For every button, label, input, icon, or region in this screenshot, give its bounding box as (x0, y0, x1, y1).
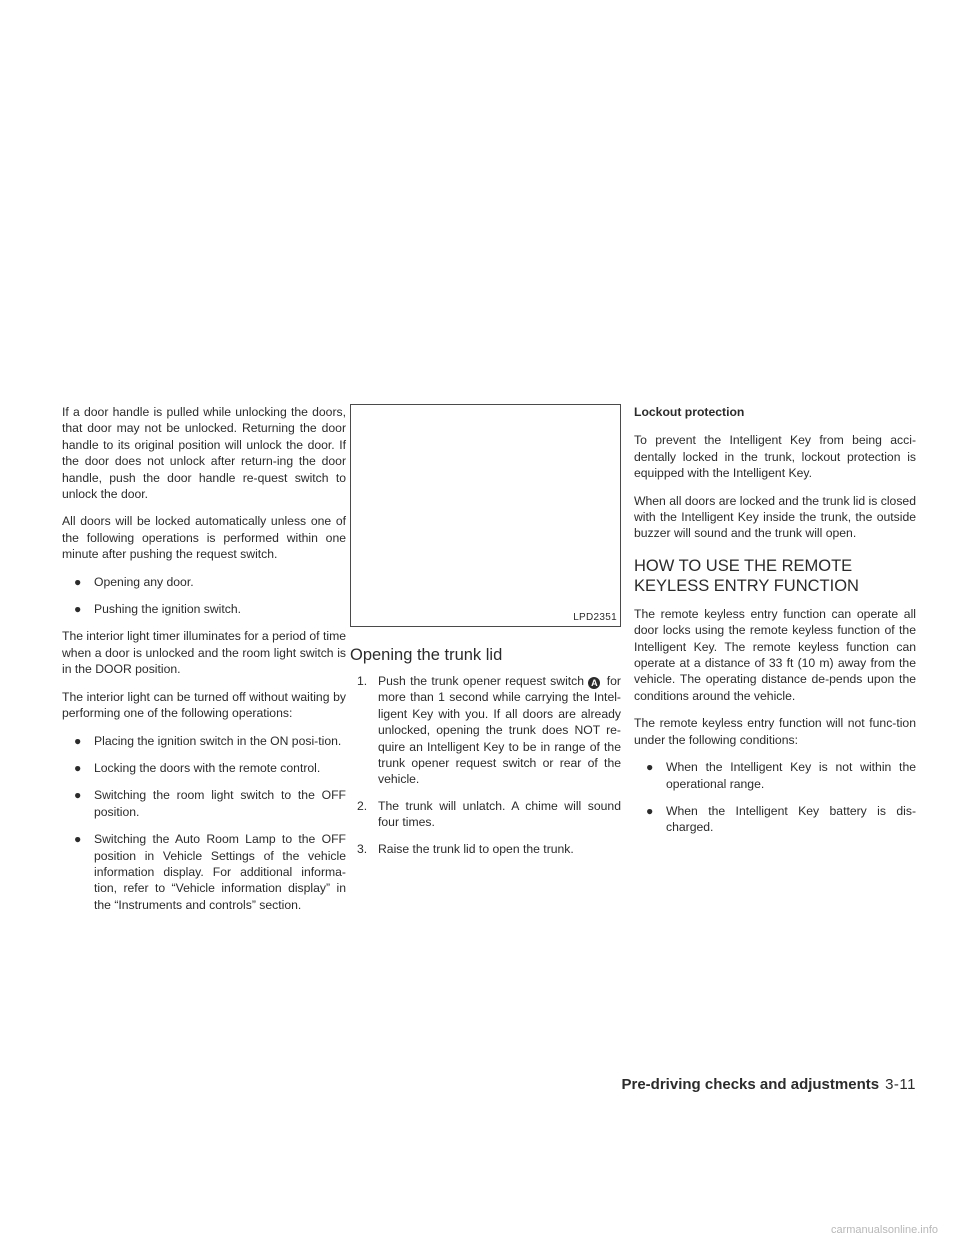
right-column (634, 404, 916, 847)
step-list (350, 673, 621, 857)
section-heading: HOW TO USE THE REMOTE KEYLESS ENTRY FUNCTION (634, 556, 859, 595)
page-number: 3-11 (885, 1076, 916, 1093)
bullet-icon: ● (646, 803, 654, 818)
left-column (62, 404, 346, 924)
lockout-heading: Lockout protection (634, 405, 745, 419)
paragraph: The remote keyless entry function will not func-tion under the following conditions: (634, 716, 916, 747)
figure-code: LPD2351 (573, 612, 617, 623)
step-number: 1. (357, 674, 368, 688)
subsection-heading: Opening the trunk lid (350, 646, 503, 664)
footer-section-title: Pre-driving checks and adjustments (621, 1076, 880, 1093)
list-item: 2. The trunk will unlatch. A chime will sound four times. (357, 798, 621, 830)
step-number: 2. (357, 798, 368, 813)
paragraph: When all doors are locked and the trunk lid is closed with the Intelligent Key inside the trunk, the outside buzzer will sound and the trunk will open. (634, 493, 916, 541)
paragraph: The interior light can be turned off without waiting by performing one of the following operations: (62, 689, 346, 721)
watermark: carmanualsonline.info (830, 1224, 938, 1236)
bullet-list (62, 574, 346, 618)
bullet-icon: ● (74, 832, 82, 847)
figure-placeholder (350, 404, 621, 627)
middle-column (350, 404, 621, 867)
bullet-icon: ● (74, 733, 82, 748)
list-item: ● Placing the ignition switch in the ON posi-tion. (74, 733, 342, 748)
paragraph: The remote keyless entry function can operate all door locks using the remote keyless function of the Intelligent Key. The remote keyless function can operate at a distance of 33 ft (10 m) away from the vehicle. The operating distance de-pends upon the conditions around the vehicle. (634, 606, 916, 703)
paragraph: The interior light timer illuminates for a period of time when a door is unlocked and the room light switch is in the DOOR position. (62, 629, 346, 677)
list-item: ● Locking the doors with the remote control. (74, 760, 321, 775)
paragraph: All doors will be locked automatically unless one of the following operations is performed within one minute after pushing the request switch. (62, 514, 346, 562)
bullet-list (634, 759, 916, 836)
bullet-icon: ● (74, 788, 82, 803)
list-item: ● Switching the Auto Room Lamp to the OFF position in Vehicle Settings of the vehicle information display. For additional informa-tion, refer to “Vehicle information display” in the “Instruments and controls” section. (74, 832, 346, 912)
list-item: 1. Push the trunk opener request switch A for more than 1 second while carrying the Intel-ligent Key with you. If all doors are already unlocked, opening the trunk does NOT re-quire an Intelligent Key to be in range of the trunk opener request switch or rear of the vehicle. (357, 674, 621, 787)
list-item: ● When the Intelligent Key battery is dis-charged. (646, 803, 916, 835)
list-item: ● Switching the room light switch to the OFF position. (74, 788, 346, 819)
list-item: ● When the Intelligent Key is not within the operational range. (646, 760, 916, 791)
list-item: ● Pushing the ignition switch. (74, 602, 242, 617)
bullet-list (62, 733, 346, 914)
step-number: 3. (357, 841, 368, 856)
list-item: 3. Raise the trunk lid to open the trunk. (357, 841, 574, 856)
page-footer (622, 1076, 917, 1094)
paragraph: If a door handle is pulled while unlocking the doors, that door may not be unlocked. Returning the door handle to its original position will unlock the door. If the door does not unlock after return-ing the door handle, push the door handle re-quest switch to unlock the door. (62, 405, 346, 502)
bullet-icon: ● (74, 760, 82, 775)
list-item: ● Opening any door. (74, 574, 194, 589)
paragraph: To prevent the Intelligent Key from being acci-dentally locked in the trunk, lockout protection is equipped with the Intelligent Key. (634, 433, 916, 481)
bullet-icon: ● (646, 760, 654, 775)
callout-a-icon: A (588, 677, 600, 689)
bullet-icon: ● (74, 602, 82, 617)
bullet-icon: ● (74, 574, 82, 589)
